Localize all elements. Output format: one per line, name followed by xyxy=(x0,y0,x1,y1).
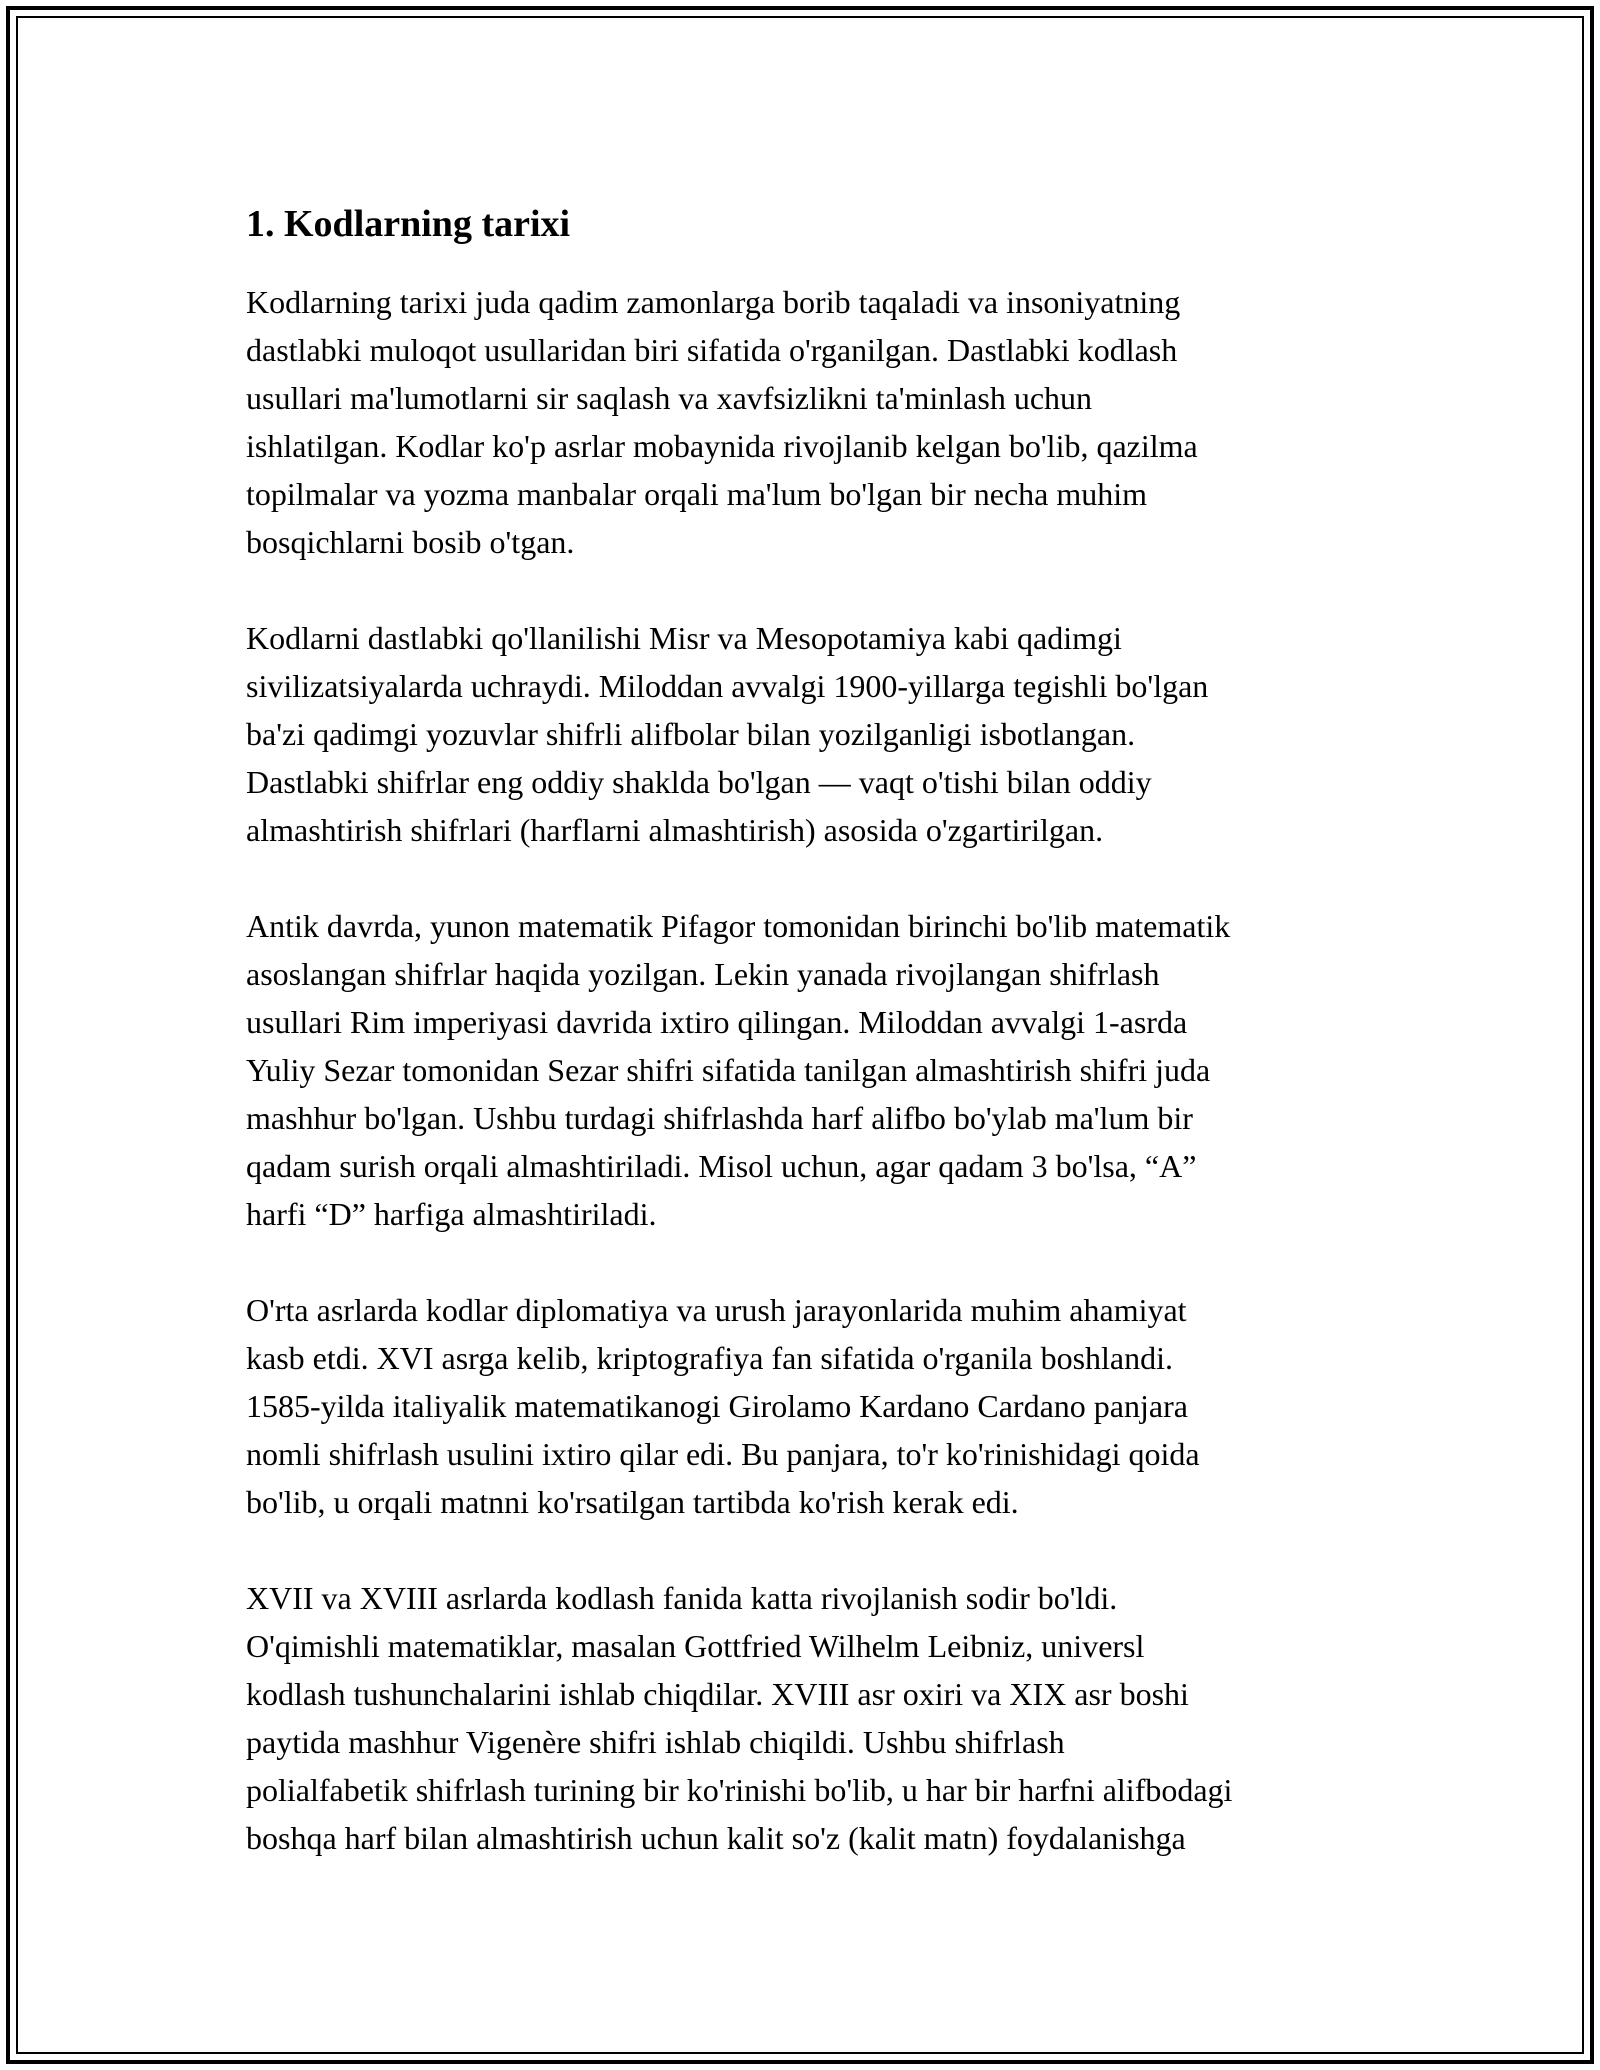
paragraph-4: O'rta asrlarda kodlar diplomatiya va urush jarayonlarida muhim ahamiyat kasb etdi. XVI asrga kelib, kriptografiya fan sifatida o'rganila boshlandi. 1585-yilda italiyalik matematikanogi Girolamo Kardano Cardano panjara nomli shifrlash usulini ixtiro qilar edi. Bu panjara, to'r ko'rinishidagi qoida bo'lib, u orqali matnni ko'rsatilgan tartibda ko'rish kerak edi. xyxy=(246,1292,1200,1520)
page-border xyxy=(6,6,1594,2064)
paragraph-1: Kodlarning tarixi juda qadim zamonlarga borib taqaladi va insoniyatning dastlabki muloqot usullaridan biri sifatida o'rganilgan. Dastlabki kodlash usullari ma'lumotlarni sir saqlash va xavfsizlikni ta'minlash uchun ishlatilgan. Kodlar ko'p asrlar mobaynida rivojlanib kelgan bo'lib, qazilma topilmalar va yozma manbalar orqali ma'lum bo'lgan bir necha muhim bosqichlarni bosib o'tgan. xyxy=(246,284,1198,560)
section-heading: 1. Kodlarning tarixi xyxy=(246,203,571,245)
document-body xyxy=(246,196,1386,1910)
paragraph-3: Antik davrda, yunon matematik Pifagor tomonidan birinchi bo'lib matematik asoslangan shifrlar haqida yozilgan. Lekin yanada rivojlangan shifrlash usullari Rim imperiyasi davrida ixtiro qilingan. Miloddan avvalgi 1-asrda Yuliy Sezar tomonidan Sezar shifri sifatida tanilgan almashtirish shifri juda mashhur bo'lgan. Ushbu turdagi shifrlashda harf alifbo bo'ylab ma'lum bir qadam surish orqali almashtiriladi. Misol uchun, agar qadam 3 bo'lsa, “A” harfi “D” harfiga almashtiriladi. xyxy=(246,908,1231,1232)
paragraph-2: Kodlarni dastlabki qo'llanilishi Misr va Mesopotamiya kabi qadimgi sivilizatsiyalarda uchraydi. Miloddan avvalgi 1900-yillarga tegishli bo'lgan ba'zi qadimgi yozuvlar shifrli alifbolar bilan yozilganligi isbotlangan. Dastlabki shifrlar eng oddiy shaklda bo'lgan — vaqt o'tishi bilan oddiy almashtirish shifrlari (harflarni almashtirish) asosida o'zgartirilgan. xyxy=(246,620,1209,848)
paragraph-5: XVII va XVIII asrlarda kodlash fanida katta rivojlanish sodir bo'ldi. O'qimishli matematiklar, masalan Gottfried Wilhelm Leibniz, universl kodlash tushunchalarini ishlab chiqdilar. XVIII asr oxiri va XIX asr boshi paytida mashhur Vigenère shifri ishlab chiqildi. Ushbu shifrlash polialfabetik shifrlash turining bir ko'rinishi bo'lib, u har bir harfni alifbodagi boshqa harf bilan almashtirish uchun kalit so'z (kalit matn) foydalanishga xyxy=(246,1580,1233,1856)
